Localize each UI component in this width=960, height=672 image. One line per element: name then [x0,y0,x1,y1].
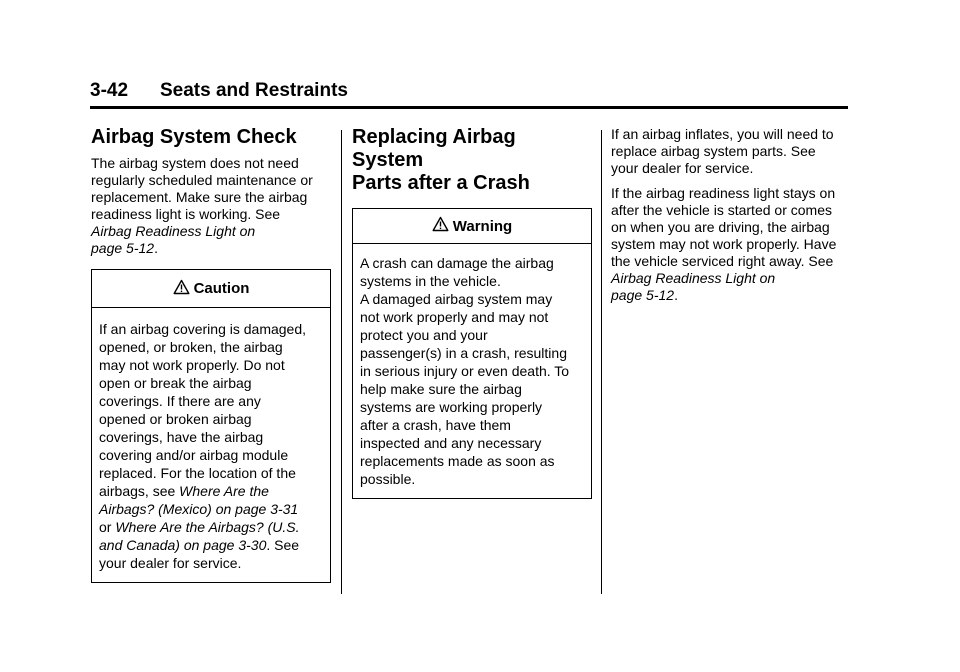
caution-text [92,308,330,582]
readiness-light-end: . [674,287,678,303]
intro-text: The airbag system does not need regularly scheduled maintenance or replacement. Make sure the airbag readiness light is working. See [91,155,313,222]
heading-line1: Replacing Airbag System [352,126,516,171]
section-title: Seats and Restraints [160,80,348,101]
caution-title: Caution [193,280,250,297]
column-divider-1 [341,130,342,594]
warning-title: Warning [452,217,513,235]
caution-text-part1: If an airbag covering is damaged, opened, or broken, the airbag may not work properly. Do not open or break the airbag coverings. If there are any opened or broken airbag coverings, have the airbag covering and/or airbag module replaced. For the location of the airbags, see [99,321,307,499]
warning-triangle-icon [432,216,449,232]
caution-triangle-icon [173,279,190,295]
column-replacing-parts [352,126,592,499]
readiness-light-text: If the airbag readiness light stays on after the vehicle is started or comes on when you are driving, the airbag system may not work properly. Have the vehicle serviced right away. See [611,185,837,269]
column-divider-2 [601,130,602,594]
caution-text-part3: . See your dealer for service. [99,537,300,571]
caution-header [92,270,330,308]
heading-line2: Parts after a Crash [352,172,530,194]
paragraph-readiness-light [611,185,861,304]
column-airbag-service [611,126,861,304]
ref-airbag-readiness-light: Airbag Readiness Light on page 5-12 [91,223,256,256]
ref-airbag-readiness-light-2: Airbag Readiness Light on page 5-12 [611,270,776,303]
paragraph-airbag-inflates: If an airbag inflates, you will need to replace airbag system parts. See your dealer for service. [611,126,834,176]
page-header [90,80,848,109]
ref-where-are-airbags-mexico: Where Are the Airbags? (Mexico) on page 3-31 [99,483,299,517]
warning-box [352,208,592,499]
ref-where-are-airbags-us-canada: Where Are the Airbags? (U.S. and Canada) on page 3-30 [99,519,300,553]
caution-box [91,269,331,583]
warning-text: A crash can damage the airbag systems in the vehicle. A damaged airbag system may not work properly and may not protect you and your passenger(s) in a crash, resulting in serious injury or even death. To help make sure the airbag systems are working properly after a crash, have them inspected and any necessary replacements made as soon as possible. [360,255,570,487]
heading-airbag-system-check: Airbag System Check [91,126,297,148]
heading-replacing-airbag-parts [352,126,592,195]
caution-text-part2: or [99,519,112,535]
warning-header [353,209,591,244]
column-airbag-check [91,126,331,583]
page-number: 3-42 [90,80,129,101]
intro-end: . [154,240,158,256]
airbag-check-paragraph [91,155,331,257]
